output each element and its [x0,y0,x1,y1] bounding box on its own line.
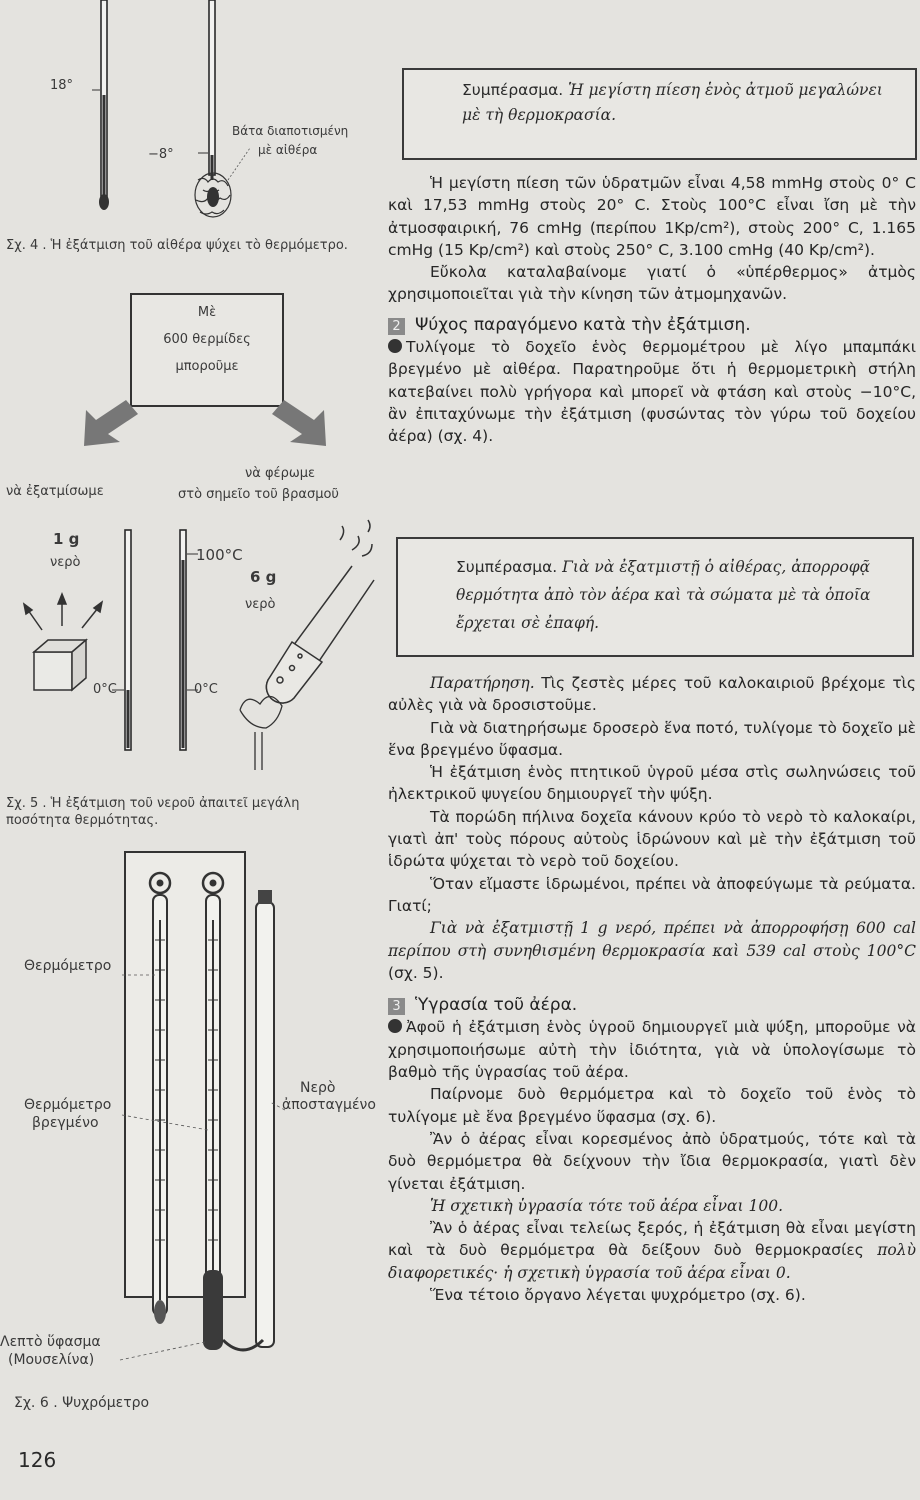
section-3-text: Ἀφοῦ ἡ ἐξάτμιση ἑνὸς ὑγροῦ δημιουργεῖ μιὰ ψύξη, μποροῦμε νὰ χρησιμοποιήσωμε αὐτὴ τὴν ἰδιότητα, γιὰ νὰ ὑπολογίσωμε τὸ βαθμὸ τῆς ὑγρασίας τοῦ ἀέρα. [388,1018,916,1082]
fig5-left-label: νὰ ἐξατμίσωμε [6,484,104,499]
conclusion-2-text: Γιὰ νὰ ἐξατμιστῇ ὁ αἰθέρας, ἀπορροφᾷ θερμότητα ἀπὸ τὸν ἀέρα καὶ τὰ σώματα μὲ τὰ ὁποῖα ἔρχεται σὲ ἐπαφή. [456,558,871,632]
fig5-water-1: νερὸ [50,555,81,570]
section-3-paragraph [388,1016,916,1083]
paragraph-clay-pots: Τὰ πορώδη πήλινα δοχεῖα κάνουν κρύο τὸ νερὸ τὸ καλοκαίρι, γιατὶ ἀπ' τοὺς πόρους αὐτοὺς ἱδρώνουν καὶ μὲ τὴν ἐξάτμιση τοῦ ἱδρώτα ψύχεται τὸ νερὸ τοῦ δοχείου. [388,807,916,871]
paragraph-two-thermometers: Παίρνομε δυὸ θερμόμετρα καὶ τὸ δοχεῖο τοῦ ἑνὸς τὸ τυλίγομε μὲ ἕνα βρεγμένο ὕφασμα (σχ. 6). [388,1085,916,1126]
psychrometer-board [125,852,245,1297]
conclusion-1-head: Συμπέρασμα. [462,81,564,99]
water-reservoir [256,902,274,1347]
section-3-heading [388,994,916,1016]
page-number: 126 [18,1448,57,1472]
fig6-label-cloth-2: (Μουσελίνα) [8,1352,95,1368]
fig5-water-2: νερὸ [245,597,276,612]
figure-5-drawing [0,380,390,800]
paragraph-fridge: Ἡ ἐξάτμιση ἑνὸς πτητικοῦ ὑγροῦ μέσα στὶς σωληνώσεις τοῦ ἠλεκτρικοῦ ψυγείου δημιουργεῖ τὴν ψύξη. [388,763,916,804]
fig4-cotton-label-1: Βάτα διαποτισμένη [232,124,349,138]
section-2-paragraph [388,336,916,447]
paragraph-superheated-steam: Εὔκολα καταλαβαίνομε γιατί ὁ «ὑπέρθερμος» ἀτμὸς χρησιμοποιεῖται γιὰ τὴν κίνηση τῶν ἀτμομηχανῶν. [388,263,916,304]
observation-head: Παρατήρηση. [430,674,535,692]
paragraph-drink: Γιὰ νὰ διατηρήσωμε δροσερὸ ἕνα ποτό, τυλίγομε τὸ δοχεῖο μὲ ἕνα βρεγμένο ὕφασμα. [388,718,916,759]
thermometer-2 [209,0,215,175]
ice-cube [34,640,86,690]
thermometer-bulb-1 [99,194,109,210]
bullet-icon [388,339,402,353]
fig6-caption: Σχ. 6 . Ψυχρόμετρο [14,1395,150,1411]
conclusion-box-2 [396,537,914,657]
fig6-label-wet-2: βρεγμένο [32,1115,99,1131]
conclusion-1-text: Ἡ μεγίστη πίεση ἑνὸς ἀτμοῦ μεγαλώνει μὲ τὴ θερμοκρασία. [462,81,883,124]
observation-text: Τὶς ζεστὲς μέρες τοῦ καλοκαιριοῦ βρέχομε τὶς αὐλὲς γιὰ νὰ δροσιστοῦμε. [388,674,917,715]
section-2-text: Τυλίγομε τὸ δοχεῖο ἑνὸς θερμομέτρου μὲ λίγο μπαμπάκι βρεγμένο μὲ αἰθέρα. Παρατηροῦμε ὅτι ἡ θερμομετρικὴ στήλη κατεβαίνει πολὺ γρήγορα καὶ μπορεῖ νὰ φτάση καὶ στοὺς −10°C, ἂν ἐπιταχύνωμε τὴν ἐξάτμιση (φυσώντας τὸν γύρω τοῦ δοχείου ἀέρα) (σχ. 4). [388,338,916,446]
section-3-title: Ὑγρασία τοῦ ἀέρα. [415,995,578,1016]
fig4-label-minus8: −8° [148,147,174,162]
fig6-label-thermometer: Θερμόμετρο [24,958,112,974]
paragraph-sweating: Ὅταν εἴμαστε ἱδρωμένοι, πρέπει νὰ ἀποφεύγωμε τὰ ρεύματα. Γιατί; [388,874,916,915]
fig5-caption: Σχ. 5 . Ἡ ἐξάτμιση τοῦ νεροῦ ἀπαιτεῖ μεγάλη ποσότητα θερμότητας. [6,796,300,828]
fig5-temp-0-b: 0°C [194,682,218,697]
fig6-label-wet-1: Θερμόμετρο [24,1097,112,1113]
heat-box-line-2: 600 θερμίδες [163,332,251,347]
fig4-caption: Σχ. 4 . Ἡ ἐξάτμιση τοῦ αἰθέρα ψύχει τὸ θερμόμετρο. [6,238,348,253]
test-tube [266,520,374,703]
latent-heat-italic: Γιὰ νὰ ἐξατμιστῇ 1 g νερό, πρέπει νὰ ἀπορροφήσῃ 600 cal περίπου στὴ συνηθισμένη θερμοκρασία καὶ 539 cal στοὺς 100°C [388,919,916,960]
paragraph-dry-air [388,1217,916,1284]
fig5-right-label-1: νὰ φέρωμε [245,466,316,481]
fig5-right-label-2: στὸ σημεῖο τοῦ βρασμοῦ [178,487,339,502]
dry-air-text: Ἂν ὁ ἀέρας εἶναι τελείως ξερός, ἡ ἐξάτμιση θὰ εἶναι μεγίστη καὶ τὰ δυὸ θερμόμετρα θὰ δείξουν δυὸ θερμοκρασίες [388,1219,916,1260]
fig5-temp-0-a: 0°C [93,682,117,697]
heat-box-line-3: μποροῦμε [175,359,239,374]
arrow-right-down [272,400,326,446]
figure-4-drawing [0,0,380,240]
section-2-title: Ψύχος παραγόμενο κατὰ τὴν ἐξάτμιση. [415,314,751,335]
fig5-mass-6g: 6 g [250,568,277,586]
paragraph-latent-heat [388,917,916,984]
muslin-wrap [203,1270,223,1350]
fig4-cotton-label-2: μὲ αἰθέρα [258,143,318,157]
conclusion-box-1 [402,68,917,160]
bullet-icon [388,1019,402,1033]
fig4-label-18: 18° [50,78,74,93]
fig6-label-water-2: ἀποσταγμένο [282,1097,376,1113]
dry-air-italic: πολὺ διαφορετικές· ἡ σχετικὴ ὑγρασία τοῦ ἀέρα εἶναι 0. [388,1241,916,1282]
fig5-temp-100: 100°C [196,546,243,564]
paragraph-pressure-values: Ἡ μεγίστη πίεση τῶν ὑδρατμῶν εἶναι 4,58 mmHg στοὺς 0° C καὶ 17,53 mmHg στοὺς 20° C. Στοὺς 100°C εἶναι ἴση μὲ τὴν ἀτμοσφαιρική, 76 cmHg (περίπου 1Kp/cm²), στοὺς 200° C, 1.165 cmHg (15 Kp/cm²) καὶ στοὺς 250° C, 3.100 cmHg (40 Kp/cm²). [388,174,916,259]
section-2-heading [388,314,916,336]
paragraph-humidity-100: Ἡ σχετικὴ ὑγρασία τότε τοῦ ἀέρα εἶναι 100. [430,1196,784,1215]
arrow-left-down [84,400,138,446]
paragraph-observation [388,672,916,717]
fig6-label-cloth-1: Λεπτὸ ὕφασμα [0,1334,101,1350]
fig6-label-water-1: Νερὸ [300,1080,336,1096]
paragraph-saturated: Ἂν ὁ ἀέρας εἶναι κορεσμένος ἀπὸ ὑδρατμούς, τότε καὶ τὰ δυὸ θερμόμετρα θὰ δείχνουν τὴν ἴδια θερμοκρασία, γιατὶ δὲν γίνεται ἐξάτμιση. [388,1129,916,1193]
section-3-number: 3 [388,998,405,1015]
main-text-2 [388,672,916,1306]
latent-heat-tail: (σχ. 5). [388,963,444,982]
flame [240,696,282,770]
section-2-number: 2 [388,318,405,335]
main-text-1 [388,172,916,448]
heat-box-line-1: Μὲ [197,305,217,320]
fig5-mass-1g: 1 g [53,530,80,548]
paragraph-psychrometer: Ἕνα τέτοιο ὄργανο λέγεται ψυχρόμετρο (σχ. 6). [430,1286,806,1305]
conclusion-2-head: Συμπέρασμα. [456,558,558,576]
